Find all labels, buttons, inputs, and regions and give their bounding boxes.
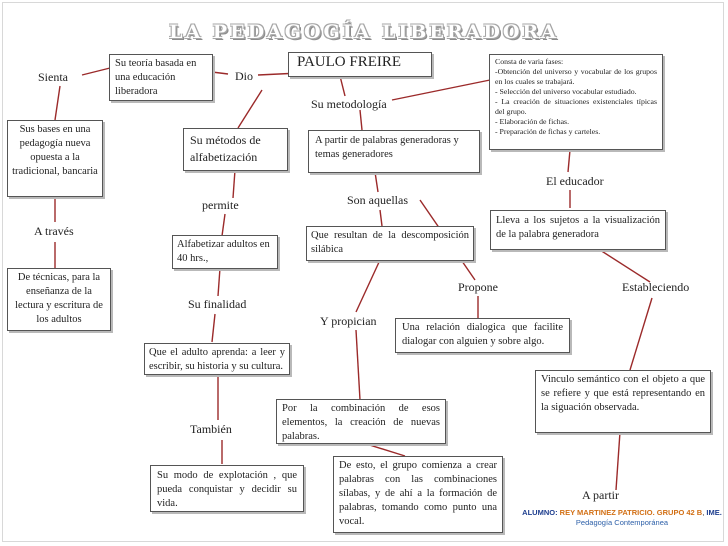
connector [218,268,220,296]
label-propone: Propone [458,280,498,294]
connector [238,90,262,128]
alumno-name: REY MARTINEZ PATRICIO. [559,508,655,517]
connector [82,68,110,75]
connector [630,298,652,370]
credit-separator: , [702,508,705,517]
node-adulto-aprenda [144,343,290,375]
connector [55,86,60,120]
node-palabras-generadoras-text: A partir de palabras generadoras y temas generadores [315,135,459,160]
alumno-label: ALUMNO: [522,508,558,517]
node-sus-bases-text: Sus bases en una pedagogía nueva opuesta a la tradicional, bancaria [12,124,98,177]
node-alfabetizar-text: Alfabetizar adultos en 40 hrs., [177,239,270,264]
connector [233,170,235,198]
label-dio: Dio [235,69,253,83]
connector [616,432,620,490]
grupo-label: GRUPO 42 B [656,508,703,517]
label-sienta: Sienta [38,70,68,84]
node-descomposicion [306,226,474,261]
node-combinacion [276,399,446,444]
author-credit [522,508,722,528]
connector [340,76,345,96]
page-title: LA PEDAGOGÍA LIBERADORA [169,21,559,43]
label-a-traves: A través [34,224,74,238]
fase-line: - Preparación de fichas y carteles. [495,127,601,136]
course-name: Pedagogía Contemporánea [575,518,669,527]
node-teoria-text: Su teoría basada en una educación liberadora [115,58,197,97]
node-alfabetizar [172,235,278,269]
node-palabras-generadoras [308,130,480,173]
label-estableciendo: Estableciendo [622,280,690,294]
fase-line: - Elaboración de fichas. [495,117,570,126]
node-paulo-freire [288,52,432,77]
node-sus-bases [7,120,103,197]
connector [222,214,225,236]
node-descomposicion-text: Que resultan de la descomposición silábica [311,230,469,255]
connector [356,260,380,312]
connector [568,150,570,172]
node-tecnicas-text: De técnicas, para la enseñanza de la lectura y escritura de los adultos [15,272,103,325]
node-relacion-dialogica-text: Una relación dialogica que facilite dialogar con alguien y sobre algo. [402,322,563,347]
node-relacion-dialogica [395,318,570,353]
node-lleva-sujetos [490,210,666,250]
node-modo-explotacion-text: Su modo de explotación , que pueda conquistar y decidir su vida. [157,470,297,509]
node-combinacion-text: Por la combinación de esos elementos, la creación de nuevas palabras. [282,403,440,442]
node-teoria [109,54,213,101]
node-grupo-comienza [333,456,503,533]
connector [212,314,215,342]
label-su-finalidad: Su finalidad [188,297,247,311]
node-paulo-freire-text: PAULO FREIRE [297,54,402,70]
connector [360,110,362,130]
node-metodos-text: Su métodos de alfabetización [190,133,261,164]
node-tecnicas [7,268,111,331]
label-permite: permite [202,198,239,212]
node-vinculo-text: Vinculo semántico con el objeto a que se refiere y que está representando en la siguación observada. [541,374,705,413]
node-vinculo [535,370,711,433]
node-modo-explotacion [150,465,304,512]
node-lleva-sujetos-text: Lleva a los sujetos a la visualización de la palabra generadora [496,215,660,240]
connector [212,72,228,74]
connector [375,172,378,192]
connector [360,442,405,456]
fase-line: -Obtención del universo y vocabular de los grupos en los cuales se trabajará. [495,67,657,86]
node-fases [489,54,663,150]
label-su-metodologia: Su metodología [311,97,387,111]
label-y-propician: Y propician [320,314,377,328]
node-adulto-aprenda-text: Que el adulto aprenda: a leer y escribir, su historia y su cultura. [149,347,285,372]
fase-line: Consta de varia fases: [495,57,564,66]
label-a-partir: A partir [582,488,619,502]
connector [380,210,382,226]
connector [392,80,490,100]
node-metodos [183,128,288,171]
label-el-educador: El educador [546,174,604,188]
node-grupo-comienza-text: De esto, el grupo comienza a crear palabras con las combinaciones sílabas, y de ahí a la formación de palabras, tomando como punto una vocal. [339,460,497,527]
connector [600,250,650,282]
label-son-aquellas: Son aquellas [347,193,408,207]
label-tambien: También [190,422,232,436]
ime-label: IME. [706,508,722,517]
fase-line: - La creación de situaciones existenciales típicas del grupo. [495,97,657,116]
connector [356,330,360,400]
fase-line: - Selección del universo vocabular estudiado. [495,87,637,96]
